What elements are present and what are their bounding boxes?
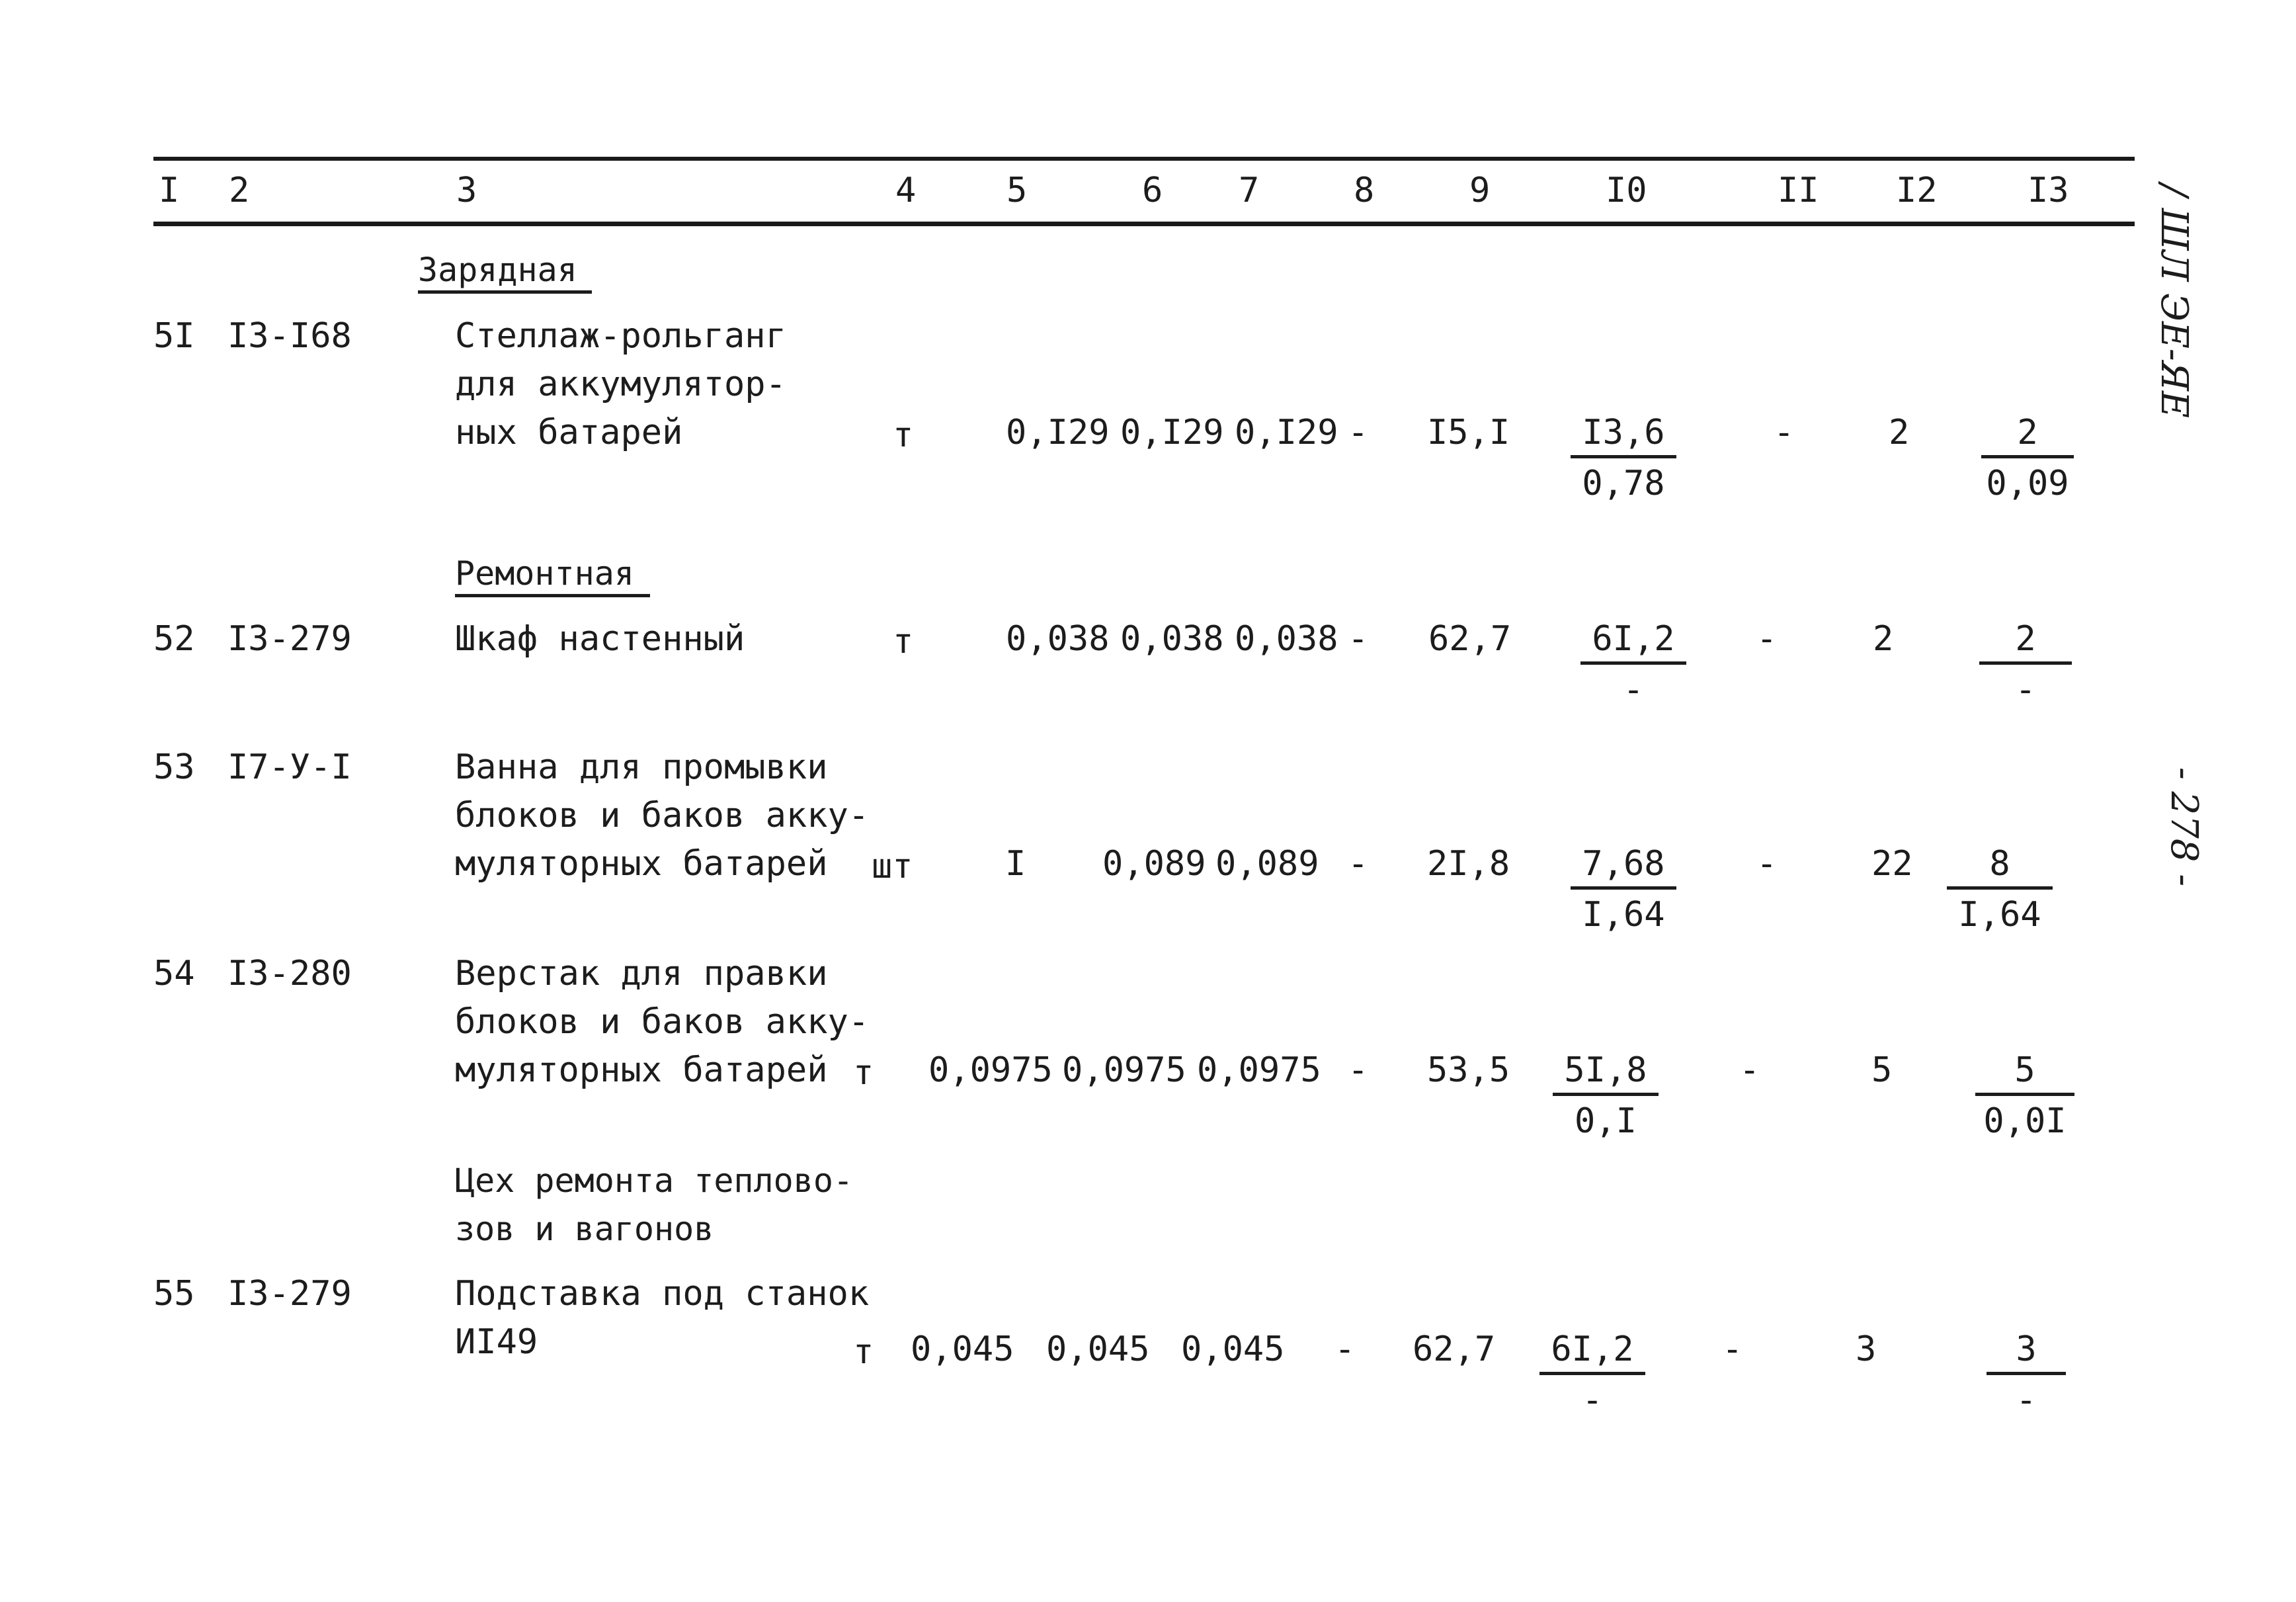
- row-unit: т: [853, 1332, 874, 1372]
- fraction-numerator: 6I,2: [1580, 622, 1686, 665]
- row-col8: -: [1348, 1050, 1369, 1090]
- fraction-numerator: 6I,2: [1539, 1332, 1645, 1375]
- row-col5: 0,0975: [928, 1050, 1053, 1090]
- header-bottom-rule: [153, 222, 2135, 226]
- row-col11: -: [1739, 1050, 1760, 1090]
- section-heading-line: Цех ремонта теплово-: [455, 1161, 854, 1200]
- fraction-denominator: -: [2016, 1380, 2037, 1420]
- row-col8: -: [1334, 1329, 1356, 1369]
- row-col9: 62,7: [1413, 1329, 1496, 1369]
- fraction-numerator: 8: [1947, 847, 2053, 890]
- header-col-13: I3: [2028, 171, 2069, 210]
- section-heading: Ремонтная: [455, 557, 650, 597]
- row-col5: 0,045: [911, 1329, 1014, 1369]
- row-col12: 5: [1871, 1050, 1893, 1090]
- row-col11: -: [1756, 844, 1778, 884]
- fraction-denominator: -: [1582, 1380, 1603, 1420]
- row-code: I7-У-I: [227, 747, 352, 787]
- row-col13-fraction: [1975, 1050, 2074, 1141]
- row-col13-fraction: [1981, 415, 2074, 501]
- page-number-margin: - 278 -: [2162, 767, 2205, 887]
- row-number: 55: [153, 1274, 195, 1314]
- doc-code-margin: / ШЛ ЭЕ-ЯЕ: [2152, 184, 2195, 418]
- header-col-6: 6: [1142, 171, 1163, 210]
- row-col7: 0,038: [1235, 619, 1338, 659]
- row-name-line: Ванна для промывки: [455, 747, 828, 787]
- header-col-9: 9: [1469, 171, 1491, 210]
- header-col-12: I2: [1896, 171, 1938, 210]
- row-col6: 0,045: [1046, 1329, 1150, 1369]
- fraction-numerator: 2: [1979, 622, 2072, 665]
- row-col12: 2: [1873, 619, 1894, 659]
- row-col10-fraction: [1571, 844, 1676, 935]
- row-unit: т: [893, 415, 914, 455]
- fraction-denominator: 0,I: [1575, 1101, 1637, 1141]
- row-col9: I5,I: [1427, 413, 1510, 452]
- row-col10-fraction: [1553, 1050, 1659, 1141]
- fraction-numerator: 7,68: [1571, 847, 1676, 890]
- fraction-denominator: I,64: [1958, 895, 2041, 935]
- row-name-line: Подставка под станок: [455, 1274, 870, 1314]
- row-col7: 0,I29: [1235, 413, 1338, 452]
- row-name-line: Стеллаж-рольганг: [455, 316, 786, 356]
- row-col13-fraction: [1979, 619, 2072, 710]
- section-heading-line: зов и вагонов: [455, 1210, 714, 1248]
- fraction-denominator: 0,09: [1986, 464, 2069, 503]
- fraction-numerator: I3,6: [1571, 415, 1676, 458]
- header-col-10: I0: [1606, 171, 1647, 210]
- row-code: I3-I68: [227, 316, 352, 356]
- row-number: 5I: [153, 316, 195, 356]
- row-col7: 0,0975: [1197, 1050, 1321, 1090]
- row-unit: шт: [872, 847, 913, 886]
- row-name-line: блоков и баков акку-: [455, 796, 870, 835]
- fraction-numerator: 3: [1987, 1332, 2066, 1375]
- row-name-line: для аккумулятор-: [455, 364, 786, 404]
- row-code: I3-279: [227, 619, 352, 659]
- fraction-numerator: 5: [1975, 1053, 2074, 1096]
- row-col9: 2I,8: [1427, 844, 1510, 884]
- row-unit: т: [893, 622, 914, 661]
- row-name-line: муляторных батарей: [455, 1050, 828, 1090]
- section-heading: Зарядная: [418, 253, 592, 294]
- row-code: I3-280: [227, 954, 352, 993]
- row-col10-fraction: [1571, 415, 1676, 501]
- header-col-7: 7: [1239, 171, 1260, 210]
- row-col13-fraction: [1987, 1329, 2066, 1420]
- fraction-denominator: 0,78: [1582, 464, 1665, 503]
- row-col10-fraction: [1580, 619, 1686, 710]
- fraction-numerator: 5I,8: [1553, 1053, 1659, 1096]
- row-name-line: муляторных батарей: [455, 844, 828, 884]
- row-col5: 0,038: [1006, 619, 1110, 659]
- table-top-rule: [153, 157, 2135, 161]
- header-col-3: 3: [456, 171, 477, 210]
- header-col-5: 5: [1006, 171, 1028, 210]
- row-name-line: Шкаф настенный: [455, 619, 745, 659]
- fraction-denominator: -: [2015, 670, 2036, 710]
- row-col6: 0,038: [1120, 619, 1224, 659]
- row-col9: 62,7: [1428, 619, 1512, 659]
- row-col12: 2: [1889, 413, 1910, 452]
- row-col12: 22: [1871, 844, 1913, 884]
- row-col5: 0,I29: [1006, 413, 1110, 452]
- row-col10-fraction: [1539, 1329, 1645, 1420]
- header-col-1: I: [159, 171, 180, 210]
- row-name-line: Верстак для правки: [455, 954, 828, 993]
- header-col-8: 8: [1354, 171, 1375, 210]
- row-col8: -: [1348, 413, 1369, 452]
- fraction-numerator: 2: [1981, 415, 2074, 458]
- header-col-11: II: [1778, 171, 1819, 210]
- fraction-denominator: I,64: [1582, 895, 1665, 935]
- row-col7: 0,089: [1215, 844, 1319, 884]
- row-name-line: блоков и баков акку-: [455, 1002, 870, 1042]
- row-code: I3-279: [227, 1274, 352, 1314]
- row-number: 54: [153, 954, 195, 993]
- row-col11: -: [1774, 413, 1795, 452]
- row-col11: -: [1722, 1329, 1743, 1369]
- header-col-2: 2: [229, 171, 250, 210]
- row-number: 52: [153, 619, 195, 659]
- row-col6: 0,I29: [1120, 413, 1224, 452]
- row-col8: -: [1348, 619, 1369, 659]
- fraction-denominator: 0,0I: [1983, 1101, 2067, 1141]
- row-number: 53: [153, 747, 195, 787]
- row-col12: 3: [1856, 1329, 1877, 1369]
- row-col6: 0,0975: [1062, 1050, 1186, 1090]
- row-col9: 53,5: [1427, 1050, 1510, 1090]
- row-name-line: ных батарей: [455, 413, 683, 452]
- row-unit: т: [853, 1053, 874, 1093]
- fraction-denominator: -: [1623, 670, 1644, 710]
- row-name-line: ИI49: [455, 1322, 538, 1362]
- header-col-4: 4: [895, 171, 917, 210]
- row-col13-fraction: [1947, 844, 2053, 935]
- row-col6: 0,089: [1102, 844, 1206, 884]
- row-col5: I: [1005, 844, 1026, 884]
- row-col11: -: [1756, 619, 1778, 659]
- row-col7: 0,045: [1181, 1329, 1285, 1369]
- row-col8: -: [1348, 844, 1369, 884]
